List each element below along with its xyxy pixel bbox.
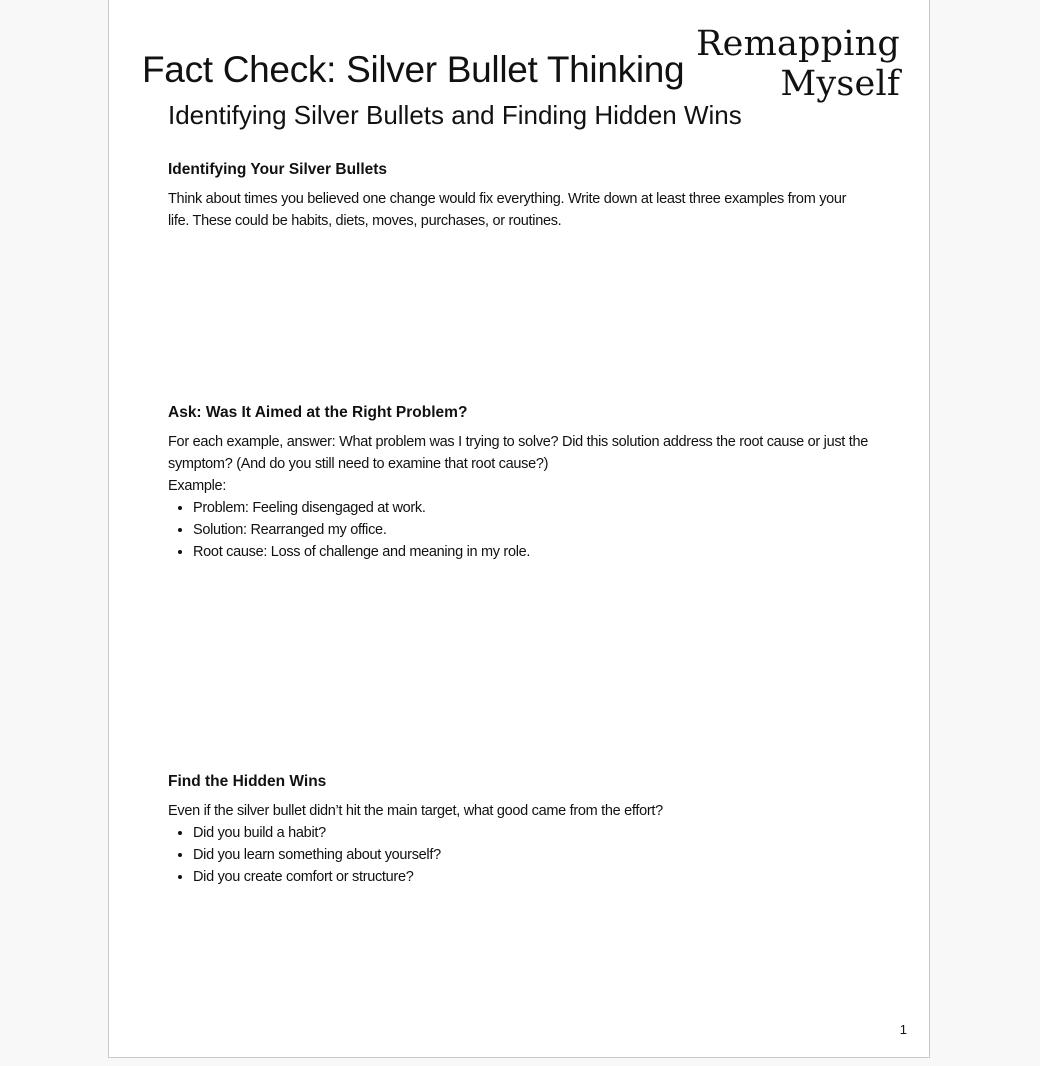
list-item: • Did you learn something about yourself? [193,844,868,866]
section-body: For each example, answer: What problem was I trying to solve? Did this solution address the root cause or just the symptom? (And do you still need to examine that root cause?) [168,434,869,472]
question-list [168,822,868,888]
page-subtitle: Identifying Silver Bullets and Finding Hidden Wins [168,100,742,130]
list-item: • Solution: Rearranged my office. [193,519,868,541]
page-number: 1 [899,1022,907,1037]
section-ask [168,402,868,563]
page-title: Fact Check: Silver Bullet Thinking [142,49,685,90]
section-hidden-wins [168,771,868,888]
section-heading: Find the Hidden Wins [168,773,327,790]
logo [696,24,900,104]
section-body: Think about times you believed one change would fix everything. Write down at least three examples from your life. These could be habits, diets, moves, purchases, or routines. [168,191,847,229]
list-item: • Did you build a habit? [193,822,868,844]
section-body: Even if the silver bullet didn’t hit the main target, what good came from the effort? [168,803,663,819]
logo-line-2: Myself [780,64,900,104]
example-list [168,497,868,563]
logo-line-1: Remapping [696,24,900,64]
list-item: • Root cause: Loss of challenge and meaning in my role. [193,541,868,563]
section-heading: Identifying Your Silver Bullets [168,161,388,178]
document-page [108,0,930,1058]
list-item: • Problem: Feeling disengaged at work. [193,497,868,519]
example-label: Example: [168,478,227,494]
section-heading: Ask: Was It Aimed at the Right Problem? [168,404,468,421]
list-item: • Did you create comfort or structure? [193,866,868,888]
section-identifying [168,159,868,232]
